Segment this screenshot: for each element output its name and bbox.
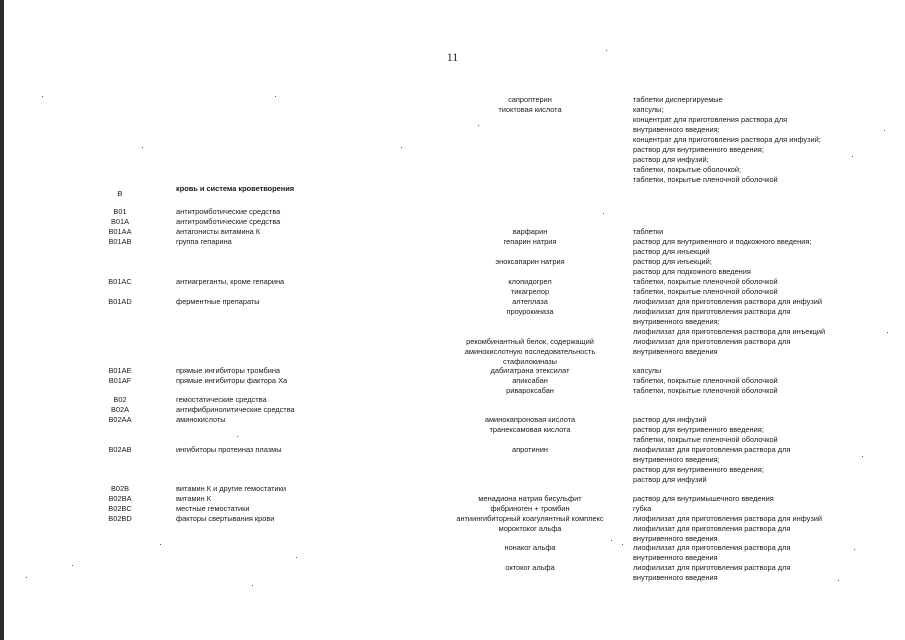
dosage-form: раствор для инъекций; [633,257,712,266]
page-number: 11 [446,50,459,64]
group-label: ингибиторы протеиназ плазмы [176,445,282,454]
scan-speck [884,130,885,131]
dosage-form: раствор для внутримышечного введения [633,494,774,503]
dosage-form: концентрат для приготовления раствора для инфузий; [633,135,821,144]
dosage-form: раствор для внутривенного введения; [633,425,764,434]
dosage-form: лиофилизат для приготовления раствора для [633,337,791,346]
drug-name: аминокапроновая кислота [484,415,576,424]
drug-name: менадиона натрия бисульфит [478,494,582,503]
scan-speck [852,156,853,157]
atc-code: B01AC [108,277,132,286]
group-label: витамин К и другие гемостатики [176,484,287,493]
atc-code: B02BD [108,514,132,523]
scan-speck [142,147,143,148]
scan-speck [838,580,839,581]
dosage-form: таблетки, покрытые пленочной оболочкой [633,287,778,296]
drug-name: тиоктовая кислота [498,105,562,114]
scan-speck [622,544,623,545]
dosage-form: таблетки, покрытые пленочной оболочкой [633,376,778,385]
drug-name: алтеплаза [512,297,548,306]
drug-name: фибриноген + тромбин [490,504,570,513]
drug-name: эноксапарин натрия [495,257,565,266]
dosage-form: раствор для инъекций [633,247,710,256]
atc-code: B01 [113,207,127,216]
dosage-form: лиофилизат для приготовления раствора для инфузий [633,514,822,523]
atc-code: B01AE [108,366,132,375]
dosage-form: раствор для подкожного введения [633,267,751,276]
dosage-form: капсулы; [633,105,664,114]
dosage-form: лиофилизат для приготовления раствора для [633,445,791,454]
drug-name: апиксабан [512,376,548,385]
dosage-form: таблетки [633,227,664,236]
drug-name: антиингибиторный коагулянтный комплекс [456,514,604,523]
scan-speck [275,96,276,97]
dosage-form: внутривенного введения; [633,317,720,326]
dosage-form: лиофилизат для приготовления раствора для [633,307,791,316]
dosage-form: лиофилизат для приготовления раствора для [633,524,791,533]
drug-name: гепарин натрия [503,237,557,246]
drug-name: сапроптерин [508,95,552,104]
group-label: местные гемостатики [176,504,250,513]
scan-speck [252,585,253,586]
atc-code: B02A [110,405,130,414]
scan-speck [478,125,479,126]
scan-speck [862,456,863,457]
scan-speck [854,549,855,550]
dosage-form: раствор для инфузий; [633,155,709,164]
group-label: прямые ингибиторы тромбина [176,366,281,375]
group-label: антитромботические средства [176,217,281,226]
atc-code: B02BA [108,494,132,503]
dosage-form: капсулы [633,366,662,375]
atc-code: B02B [110,484,130,493]
dosage-form: таблетки, покрытые пленочной оболочкой [633,435,778,444]
group-label: антагонисты витамина К [176,227,261,236]
dosage-form: таблетки, покрытые оболочкой; [633,165,742,174]
drug-name: варфарин [512,227,548,236]
scan-speck [611,540,612,541]
dosage-form: раствор для внутривенного введения; [633,145,764,154]
drug-name: проурокиназа [506,307,554,316]
dosage-form: концентрат для приготовления раствора для [633,115,788,124]
dosage-form: внутривенного введения [633,534,718,543]
atc-code: B01AF [108,376,132,385]
scan-speck [160,544,161,545]
dosage-form: раствор для инфузий [633,475,707,484]
dosage-form: внутривенного введения [633,553,718,562]
group-label: аминокислоты [176,415,226,424]
scan-speck [42,96,43,97]
scan-speck [72,565,73,566]
dosage-form: внутривенного введения; [633,125,720,134]
scan-speck [296,557,297,558]
dosage-form: внутривенного введения; [633,455,720,464]
drug-name: мороктоког альфа [498,524,562,533]
drug-name: октоког альфа [505,563,555,572]
dosage-form: внутривенного введения [633,347,718,356]
group-label: ферментные препараты [176,297,260,306]
scan-edge [0,0,4,640]
group-label: антифибринолитические средства [176,405,295,414]
group-label: группа гепарина [176,237,232,246]
drug-name: аминокислотную последовательность [464,347,596,356]
dosage-form: раствор для инфузий [633,415,707,424]
dosage-form: раствор для внутривенного введения; [633,465,764,474]
atc-code: B02AB [108,445,132,454]
scan-speck [26,577,27,578]
dosage-form: лиофилизат для приготовления раствора для инфузий [633,297,822,306]
atc-code: B01AB [108,237,132,246]
atc-code: B02BC [108,504,132,513]
dosage-form: губка [633,504,652,513]
drug-name: транексамовая кислота [489,425,571,434]
drug-name: стафилокиназы [503,357,557,366]
group-label: антиагреганты, кроме гепарина [176,277,285,286]
group-label: витамин К [176,494,212,503]
section-heading: кровь и система кроветворения [176,184,295,193]
drug-name: ривароксабан [506,386,554,395]
atc-code: B [117,189,123,198]
dosage-form: лиофилизат для приготовления раствора для инъекций [633,327,826,336]
drug-name: дабигатрана этексилат [490,366,570,375]
dosage-form: внутривенного введения [633,573,718,582]
group-label: антитромботические средства [176,207,281,216]
atc-code: B01A [110,217,130,226]
dosage-form: таблетки, покрытые пленочной оболочкой [633,175,778,184]
scan-speck [401,147,402,148]
drug-name: нонаког альфа [504,543,556,552]
dosage-form: таблетки, покрытые пленочной оболочкой [633,386,778,395]
drug-name: рекомбинантный белок, содержащий [466,337,594,346]
atc-code: B02AA [108,415,132,424]
dosage-form: таблетки диспергируемые [633,95,723,104]
drug-name: клопидогрел [508,277,552,286]
dosage-form: лиофилизат для приготовления раствора для [633,563,791,572]
scan-speck [887,332,888,333]
scan-speck [606,50,607,51]
dosage-form: таблетки, покрытые пленочной оболочкой [633,277,778,286]
group-label: гемостатические средства [176,395,267,404]
drug-name: тикагрелор [510,287,550,296]
dosage-form: раствор для внутривенного и подкожного введения; [633,237,812,246]
dosage-form: лиофилизат для приготовления раствора для [633,543,791,552]
atc-code: B01AA [108,227,132,236]
atc-code: B02 [113,395,127,404]
group-label: прямые ингибиторы фактора Ха [176,376,288,385]
scan-speck [237,436,238,437]
group-label: факторы свертывания крови [176,514,275,523]
scan-speck [603,213,604,214]
drug-name: апротинин [512,445,548,454]
atc-code: B01AD [108,297,132,306]
